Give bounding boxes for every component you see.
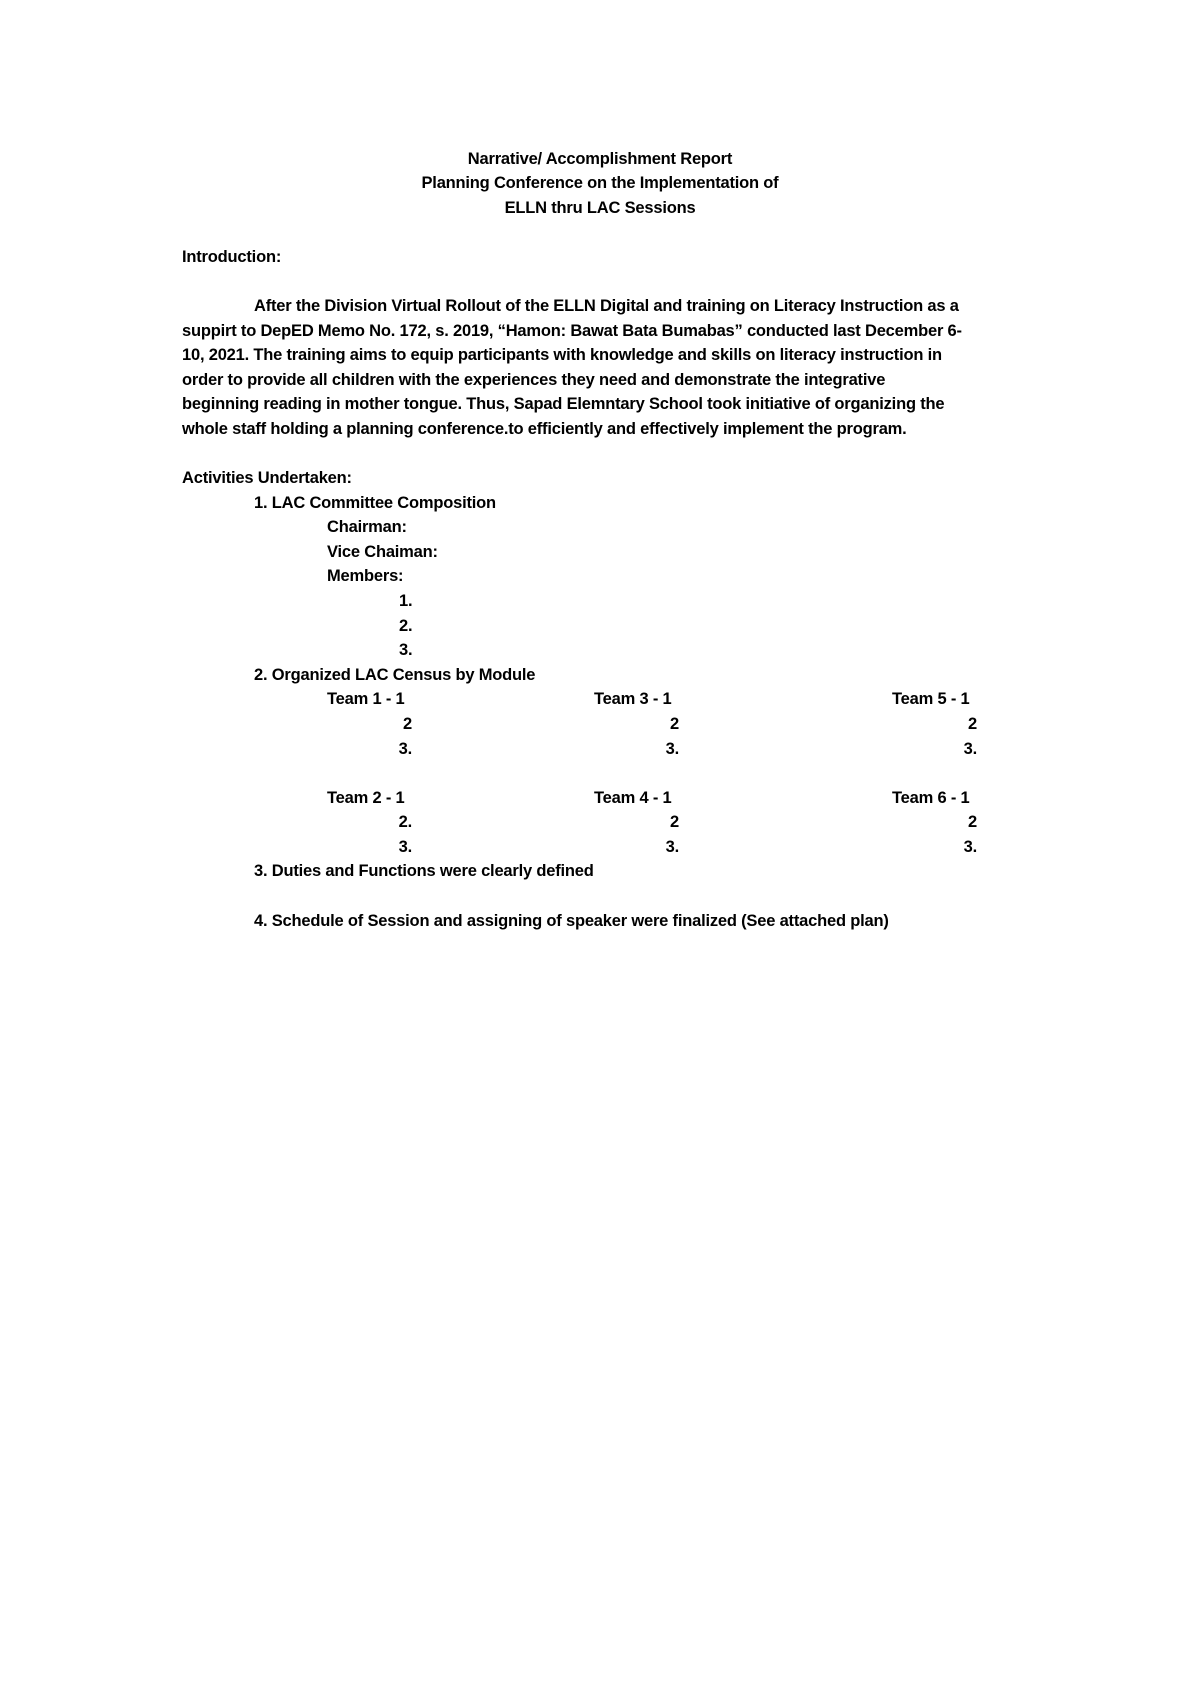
introduction-paragraph: [182, 294, 1022, 441]
team-member-number: 2.: [398, 813, 412, 831]
team-member-number: 2: [670, 715, 679, 733]
report-subtitle: Planning Conference on the Implementation of: [421, 174, 779, 192]
chairman-label: Chairman:: [327, 518, 407, 536]
team-member-number: 2: [670, 813, 679, 831]
team-heading: Team 5 - 1: [892, 690, 970, 708]
team-heading: Team 2 - 1: [327, 789, 405, 807]
activity-item-1: 1. LAC Committee Composition: [254, 494, 496, 512]
team-heading: Team 6 - 1: [892, 789, 970, 807]
team-member-number: 3.: [963, 838, 977, 856]
team-member-number: 2: [968, 813, 977, 831]
members-label: Members:: [327, 567, 404, 585]
team-member-number: 3.: [665, 740, 679, 758]
member-number: 2.: [399, 617, 413, 635]
member-number: 3.: [399, 641, 413, 659]
team-heading: Team 3 - 1: [594, 690, 672, 708]
introduction-line: After the Division Virtual Rollout of the ELLN Digital and training on Literacy Instruction as a: [254, 297, 959, 315]
team-heading: Team 4 - 1: [594, 789, 672, 807]
team-member-number: 3.: [963, 740, 977, 758]
introduction-line: suppirt to DepED Memo No. 172, s. 2019, “Hamon: Bawat Bata Bumabas” conducted last December 6-: [182, 321, 962, 340]
team-member-number: 3.: [398, 740, 412, 758]
activity-item-4: 4. Schedule of Session and assigning of speaker were finalized (See attached plan): [254, 912, 889, 930]
activity-item-3: 3. Duties and Functions were clearly defined: [254, 862, 594, 880]
introduction-line: order to provide all children with the experiences they need and demonstrate the integrative: [182, 370, 886, 389]
activity-item-2: 2. Organized LAC Census by Module: [254, 666, 536, 684]
introduction-line: beginning reading in mother tongue. Thus, Sapad Elemntary School took initiative of organizing the: [182, 395, 945, 413]
team-member-number: 3.: [665, 838, 679, 856]
activities-heading: Activities Undertaken:: [182, 469, 352, 487]
team-member-number: 3.: [398, 838, 412, 856]
member-number: 1.: [399, 592, 413, 610]
introduction-line: whole staff holding a planning conference.to efficiently and effectively implement the program.: [182, 419, 907, 438]
report-title: Narrative/ Accomplishment Report: [467, 150, 733, 168]
vice-chairman-label: Vice Chaiman:: [327, 543, 438, 561]
introduction-line: 10, 2021. The training aims to equip participants with knowledge and skills on literacy instruction in: [182, 346, 942, 364]
introduction-heading: Introduction:: [182, 248, 282, 266]
team-member-number: 2: [968, 715, 977, 733]
report-subtitle-2: ELLN thru LAC Sessions: [504, 199, 696, 217]
team-heading: Team 1 - 1: [327, 690, 405, 708]
team-member-number: 2: [403, 715, 412, 733]
